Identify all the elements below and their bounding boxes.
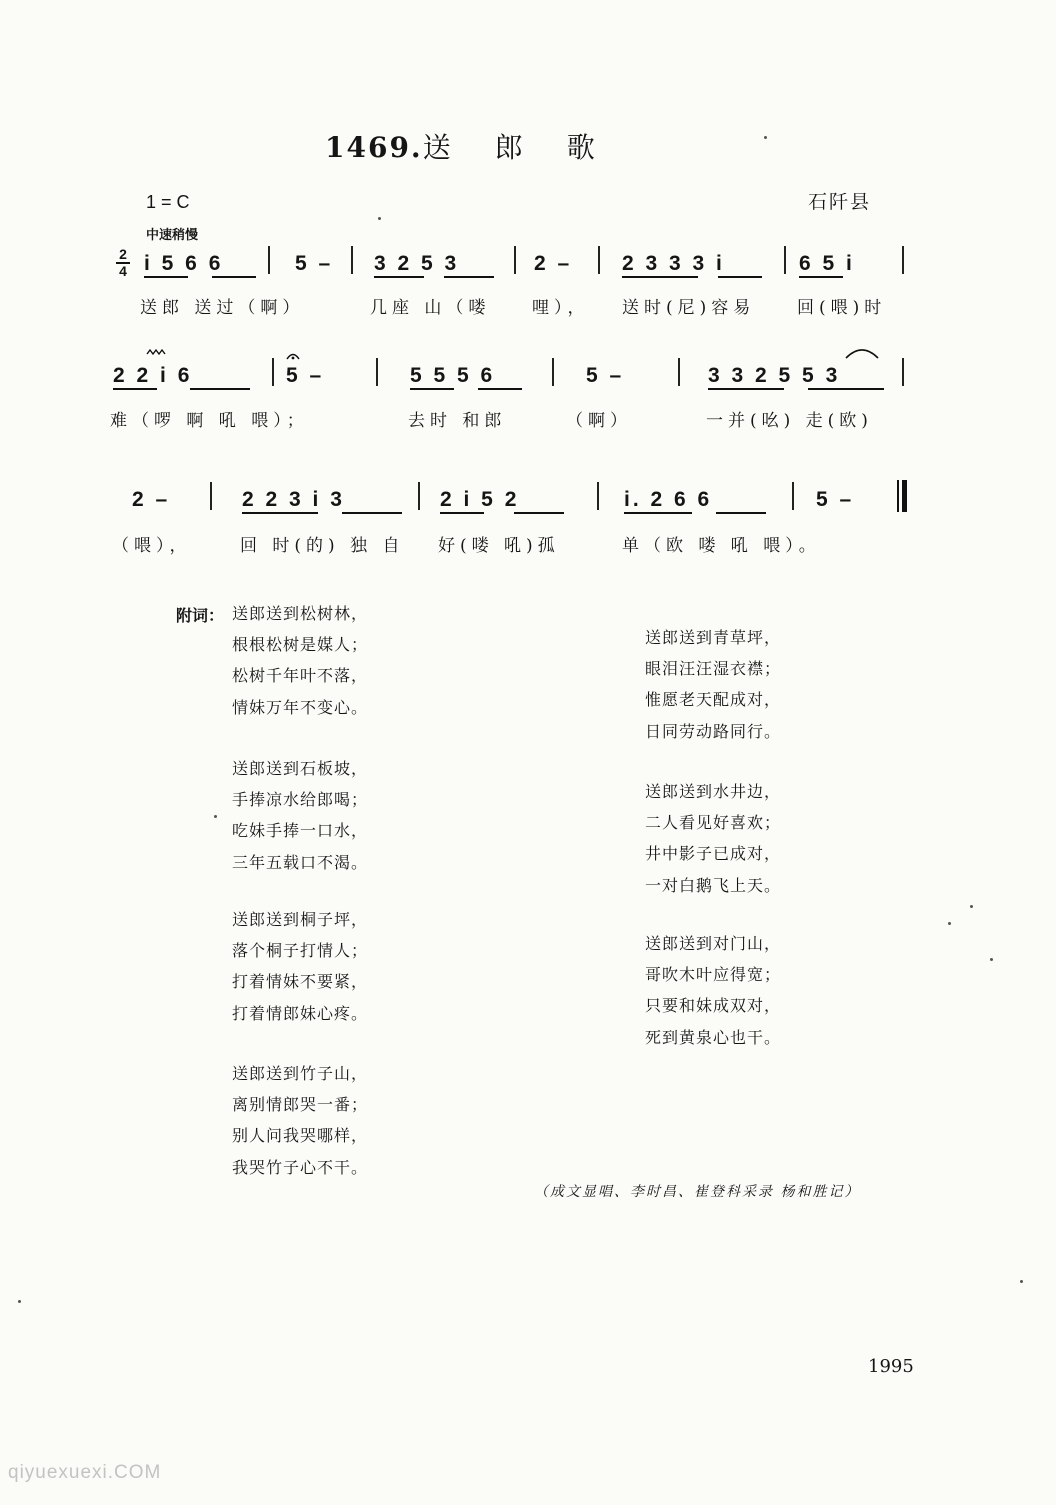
beam <box>440 512 484 514</box>
barline <box>597 482 599 510</box>
scan-speck <box>378 217 381 220</box>
trill-mark <box>146 348 168 358</box>
verse-right-1: 送郎送到青草坪， 眼泪汪汪湿衣襟； 惟愿老天配成对， 日同劳动路同行。 <box>645 628 782 741</box>
lyric-2-1: 难（啰 啊 吼 喂）； <box>110 411 309 431</box>
page-number: 1995 <box>868 1356 914 1377</box>
beam <box>410 388 454 390</box>
measure-3-2: 2 2 3 i 3 <box>242 488 345 511</box>
scan-speck <box>18 1300 21 1303</box>
measure-3-1: 2 – <box>132 488 171 511</box>
beam <box>374 276 424 278</box>
beam <box>622 276 698 278</box>
measure-2-1: 2 2 i 6 <box>113 364 193 387</box>
lyric-1-2: 几座 山（喽 <box>370 298 491 318</box>
barline <box>268 246 270 274</box>
beam <box>212 276 256 278</box>
scan-speck <box>214 815 217 818</box>
barline <box>552 358 554 386</box>
lyric-1-5: 回(喂)时 <box>797 298 887 318</box>
tempo-marking: 中速稍慢 <box>146 227 199 242</box>
credit-line: （成文显唱、李时昌、崔登科采录 杨和胜记） <box>534 1184 861 1200</box>
verse-right-3: 送郎送到对门山， 哥吹木叶应得宽； 只要和妹成双对， 死到黄泉心也干。 <box>645 934 782 1047</box>
verse-left-1: 送郎送到松树林， 根根松树是媒人； 松树千年叶不落， 情妹万年不变心。 <box>232 604 369 717</box>
barline <box>351 246 353 274</box>
verse-left-2: 送郎送到石板坡， 手捧凉水给郎喝； 吃妹手捧一口水， 三年五载口不渴。 <box>232 759 369 872</box>
beam <box>190 388 250 390</box>
barline <box>784 246 786 274</box>
slur-mark <box>844 344 880 360</box>
scan-speck <box>764 136 767 139</box>
final-barline-thin <box>897 480 899 512</box>
beam <box>144 276 188 278</box>
lyric-3-4: 单（欧 喽 吼 喂）。 <box>622 536 821 556</box>
verse-left-3: 送郎送到桐子坪， 落个桐子打情人； 打着情妹不要紧， 打着情郎妹心疼。 <box>232 910 369 1023</box>
time-signature: 2 4 <box>116 248 130 278</box>
beam <box>242 512 318 514</box>
measure-3-5: 5 – <box>816 488 855 511</box>
barline <box>514 246 516 274</box>
barline <box>902 358 904 386</box>
beam <box>808 388 884 390</box>
beam <box>708 388 784 390</box>
measure-1-1: i 5 6 6 <box>144 252 224 275</box>
verse-right-2: 送郎送到水井边， 二人看见好喜欢； 井中影子已成对， 一对白鹅飞上天。 <box>645 782 782 895</box>
lyric-3-1: （喂）， <box>112 536 192 556</box>
barline <box>272 358 274 386</box>
beam <box>624 512 692 514</box>
fermata-mark <box>285 350 301 360</box>
measure-2-2: 5 – <box>286 364 325 387</box>
barline <box>210 482 212 510</box>
lyric-2-3: （啊） <box>566 411 632 431</box>
beam <box>342 512 402 514</box>
beam <box>718 276 762 278</box>
barline <box>792 482 794 510</box>
beam <box>716 512 766 514</box>
beam <box>799 276 843 278</box>
scan-speck <box>1020 1280 1023 1283</box>
lyric-1-1: 送郎 送过（啊） <box>140 298 305 318</box>
additional-lyrics-label: 附词： <box>176 606 225 625</box>
barline <box>418 482 420 510</box>
site-watermark: qiyuexuexi.COM <box>8 1462 162 1483</box>
measure-1-2: 5 – <box>295 252 334 275</box>
measure-1-5: 2 3 3 3 i <box>622 252 725 275</box>
lyric-3-2: 回 时(的) 独 自 <box>240 536 405 556</box>
measure-3-4: i. 2 6 6 <box>624 488 713 511</box>
scan-speck <box>970 905 973 908</box>
scan-speck <box>990 958 993 961</box>
barline <box>598 246 600 274</box>
beam <box>514 512 564 514</box>
barline <box>376 358 378 386</box>
lyric-2-4: 一并(吆) 走(欧) <box>706 411 873 431</box>
beam <box>444 276 494 278</box>
measure-1-3: 3 2 5 3 <box>374 252 460 275</box>
final-barline-thick <box>902 480 907 512</box>
barline <box>902 246 904 274</box>
beam <box>113 388 157 390</box>
measure-1-4: 2 – <box>534 252 573 275</box>
barline <box>678 358 680 386</box>
verse-left-4: 送郎送到竹子山， 离别情郎哭一番； 别人问我哭哪样， 我哭竹子心不干。 <box>232 1064 369 1177</box>
measure-2-4: 5 – <box>586 364 625 387</box>
measure-3-3: 2 i 5 2 <box>440 488 520 511</box>
beam <box>478 388 522 390</box>
lyric-1-4: 送时(尼)容易 <box>622 298 756 318</box>
lyric-1-3: 哩）， <box>532 298 590 318</box>
lyric-2-2: 去时 和郎 <box>408 411 507 431</box>
song-number: 1469. <box>325 131 423 164</box>
lyric-3-3: 好(喽 吼)孤 <box>438 536 560 556</box>
song-name: 送郎歌 <box>422 131 639 164</box>
key-signature: 1 = C <box>146 192 190 212</box>
measure-2-5: 3 3 2 5 5 3 <box>708 364 841 387</box>
region-label: 石阡县 <box>808 191 872 213</box>
measure-1-6: 6 5 i <box>799 252 855 275</box>
scan-speck <box>948 922 951 925</box>
measure-2-3: 5 5 5 6 <box>410 364 496 387</box>
song-title <box>325 126 639 166</box>
